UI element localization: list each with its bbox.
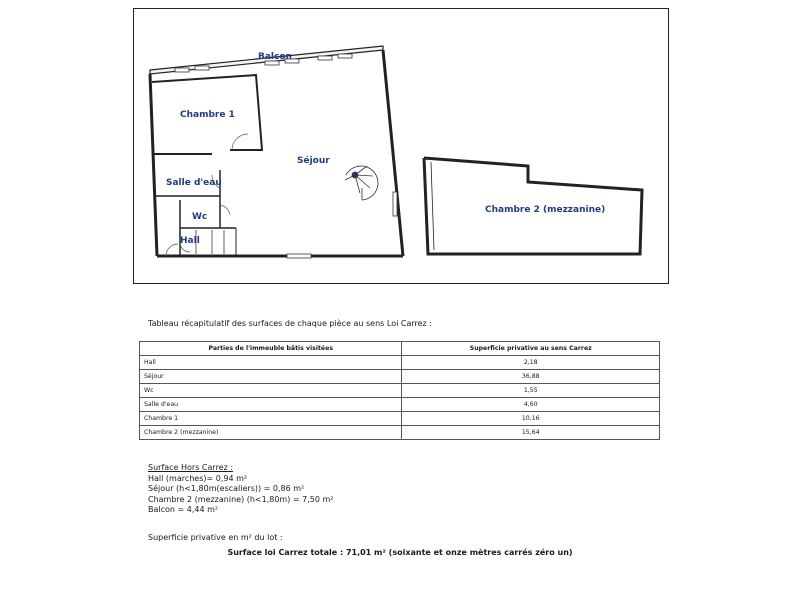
table-row bbox=[140, 412, 660, 426]
table-row bbox=[140, 370, 660, 384]
room-label-balcon: Balcon bbox=[258, 52, 292, 62]
room-label-wc: Wc bbox=[192, 212, 208, 222]
room-label-hall: Hall bbox=[180, 236, 200, 246]
total-carrez-surface: Surface loi Carrez totale : 71,01 m² (soixante et onze mètres carrés zéro un) bbox=[227, 548, 573, 557]
room-name-cell: Chambre 2 (mezzanine) bbox=[140, 426, 402, 440]
hors-carrez-section bbox=[148, 463, 334, 516]
room-name-cell: Salle d'eau bbox=[140, 398, 402, 412]
room-surface-cell: 36,88 bbox=[402, 370, 660, 384]
room-surface-cell: 1,55 bbox=[402, 384, 660, 398]
surface-table bbox=[139, 341, 660, 440]
room-name-cell: Wc bbox=[140, 384, 402, 398]
table-intro: Tableau récapitulatif des surfaces de chaque pièce au sens Loi Carrez : bbox=[148, 319, 432, 328]
table-row bbox=[140, 384, 660, 398]
column-header-superficie: Superficie privative au sens Carrez bbox=[402, 342, 660, 356]
table-row bbox=[140, 426, 660, 440]
apartment-walls bbox=[150, 46, 403, 256]
hors-carrez-line: Séjour (h<1,80m(escaliers)) = 0,86 m² bbox=[148, 484, 305, 493]
spiral-staircase bbox=[345, 166, 378, 200]
room-surface-cell: 15,64 bbox=[402, 426, 660, 440]
column-header-parties: Parties de l'immeuble bâtis visitées bbox=[140, 342, 402, 356]
hors-carrez-title: Surface Hors Carrez : bbox=[148, 463, 234, 472]
hors-carrez-line: Balcon = 4,44 m² bbox=[148, 505, 219, 514]
room-label-chambre-2: Chambre 2 (mezzanine) bbox=[485, 205, 606, 215]
room-label-salle-eau: Salle d'eau bbox=[166, 178, 222, 188]
table-header-row bbox=[140, 342, 660, 356]
table-row bbox=[140, 356, 660, 370]
room-name-cell: Chambre 1 bbox=[140, 412, 402, 426]
hors-carrez-line: Chambre 2 (mezzanine) (h<1,80m) = 7,50 m² bbox=[148, 494, 334, 504]
room-surface-cell: 10,16 bbox=[402, 412, 660, 426]
room-surface-cell: 2,18 bbox=[402, 356, 660, 370]
hors-carrez-line: Hall (marches)= 0,94 m² bbox=[148, 473, 248, 483]
room-name-cell: Hall bbox=[140, 356, 402, 370]
room-name-cell: Séjour bbox=[140, 370, 402, 384]
room-label-sejour: Séjour bbox=[297, 156, 330, 166]
table-row bbox=[140, 398, 660, 412]
room-label-chambre-1: Chambre 1 bbox=[180, 110, 235, 120]
room-surface-cell: 4,60 bbox=[402, 398, 660, 412]
lot-surface-label: Superficie privative en m² du lot : bbox=[148, 533, 283, 542]
